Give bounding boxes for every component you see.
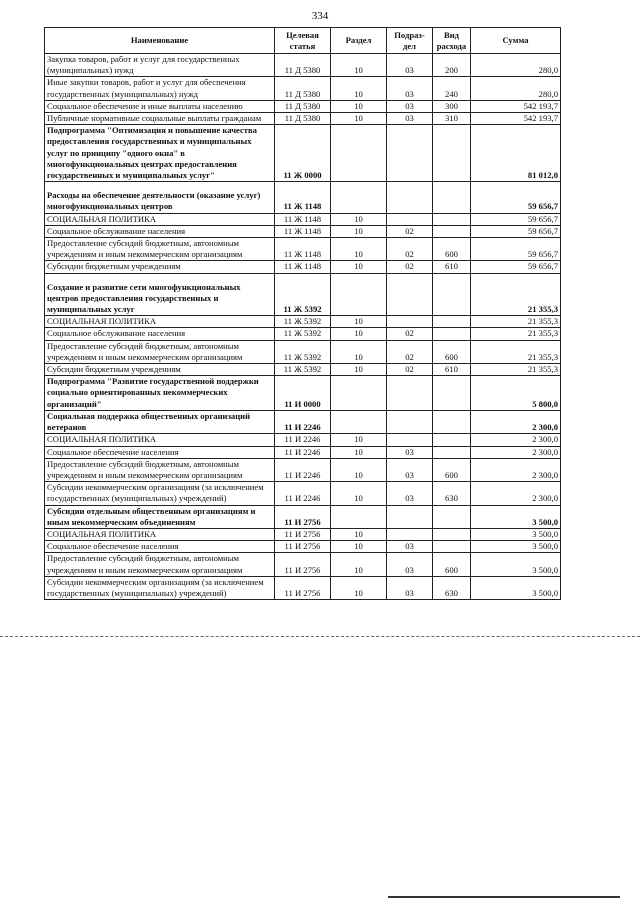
cell-name: Иные закупки товаров, работ и услуг для обеспечения государственных (муниципальных) нужд	[45, 77, 275, 100]
cell-name: Создание и развитие сети многофункциональных центров предоставления государственных и муниципальных услуг	[45, 273, 275, 316]
cell-sum: 21 355,3	[471, 316, 561, 328]
table-row	[45, 446, 561, 458]
cell-subsection: 03	[387, 446, 433, 458]
table-row	[45, 113, 561, 125]
cell-subsection: 03	[387, 77, 433, 100]
cell-subsection	[387, 182, 433, 213]
cell-section: 10	[331, 261, 387, 273]
cell-name: СОЦИАЛЬНАЯ ПОЛИТИКА	[45, 434, 275, 446]
cell-subsection: 03	[387, 100, 433, 112]
cell-subsection: 03	[387, 553, 433, 576]
cell-code: 11 Ж 1148	[275, 213, 331, 225]
cell-type	[433, 446, 471, 458]
header-section: Раздел	[331, 28, 387, 54]
cell-type: 300	[433, 100, 471, 112]
cell-type	[433, 328, 471, 340]
table-row	[45, 225, 561, 237]
cell-sum: 21 355,3	[471, 273, 561, 316]
table-row	[45, 238, 561, 261]
cell-code: 11 И 2756	[275, 576, 331, 599]
table-row	[45, 125, 561, 182]
cell-name: Социальное обеспечение населения	[45, 541, 275, 553]
cell-section	[331, 376, 387, 411]
cell-sum: 2 300,0	[471, 458, 561, 481]
cell-sum: 59 656,7	[471, 238, 561, 261]
cell-subsection: 02	[387, 340, 433, 363]
cell-code: 11 И 2246	[275, 434, 331, 446]
cell-sum: 5 800,0	[471, 376, 561, 411]
cell-sum: 280,0	[471, 54, 561, 77]
cell-subsection: 03	[387, 113, 433, 125]
header-type: Вид расхода	[433, 28, 471, 54]
cell-sum: 59 656,7	[471, 261, 561, 273]
cell-section: 10	[331, 576, 387, 599]
cell-sum: 59 656,7	[471, 213, 561, 225]
cell-code: 11 Ж 0000	[275, 125, 331, 182]
cell-name: Социальная поддержка общественных организаций ветеранов	[45, 410, 275, 433]
cell-sum: 542 193,7	[471, 100, 561, 112]
table-row	[45, 528, 561, 540]
cell-name: Субсидии бюджетным учреждениям	[45, 261, 275, 273]
cell-type	[433, 125, 471, 182]
cell-code: 11 Ж 5392	[275, 364, 331, 376]
table-row	[45, 182, 561, 213]
cell-type: 600	[433, 340, 471, 363]
table-header	[45, 28, 561, 54]
cell-section	[331, 182, 387, 213]
cell-section: 10	[331, 238, 387, 261]
cell-sum: 3 500,0	[471, 541, 561, 553]
table-row	[45, 505, 561, 528]
cell-code: 11 Ж 5392	[275, 328, 331, 340]
cell-sum: 2 300,0	[471, 410, 561, 433]
cell-subsection	[387, 125, 433, 182]
header-code: Целевая статья	[275, 28, 331, 54]
cell-code: 11 И 2756	[275, 505, 331, 528]
table-row	[45, 273, 561, 316]
cell-subsection: 03	[387, 54, 433, 77]
cell-section: 10	[331, 434, 387, 446]
cell-sum: 3 500,0	[471, 553, 561, 576]
table-row	[45, 213, 561, 225]
cell-section	[331, 125, 387, 182]
cell-name: Подпрограмма "Оптимизация и повышение качества предоставления государственных и муниципальных услуг по принципу "одного окна" в многофункциональных центрах предоставления государственных и муниципальных услуг"	[45, 125, 275, 182]
cell-section: 10	[331, 77, 387, 100]
header-subsection: Подраз-дел	[387, 28, 433, 54]
cell-subsection	[387, 528, 433, 540]
cell-section: 10	[331, 528, 387, 540]
cell-section: 10	[331, 364, 387, 376]
cell-name: Социальное обслуживание населения	[45, 328, 275, 340]
cell-type	[433, 505, 471, 528]
cell-code: 11 И 2756	[275, 541, 331, 553]
cell-code: 11 И 0000	[275, 376, 331, 411]
cell-type	[433, 434, 471, 446]
cell-section: 10	[331, 316, 387, 328]
page-number: 334	[311, 10, 329, 22]
cell-name: Предоставление субсидий бюджетным, автономным учреждениям и иным некоммерческим организациям	[45, 458, 275, 481]
table-row	[45, 364, 561, 376]
table-row	[45, 541, 561, 553]
cell-sum: 21 355,3	[471, 328, 561, 340]
scan-artifact-bar	[388, 896, 620, 898]
cell-subsection: 02	[387, 364, 433, 376]
cell-subsection: 03	[387, 541, 433, 553]
cell-sum: 21 355,3	[471, 364, 561, 376]
cell-name: Субсидии отдельным общественным организациям и иным некоммерческим объединениям	[45, 505, 275, 528]
cell-section: 10	[331, 340, 387, 363]
table-row	[45, 410, 561, 433]
cell-subsection	[387, 410, 433, 433]
table-row	[45, 376, 561, 411]
cell-name: Социальное обеспечение населения	[45, 446, 275, 458]
cell-type	[433, 225, 471, 237]
cell-name: Расходы на обеспечение деятельности (оказание услуг) многофункциональных центров	[45, 182, 275, 213]
cell-type: 630	[433, 576, 471, 599]
cell-section: 10	[331, 100, 387, 112]
cell-type: 610	[433, 364, 471, 376]
cell-type: 600	[433, 458, 471, 481]
cell-subsection: 02	[387, 225, 433, 237]
cell-name: Предоставление субсидий бюджетным, автономным учреждениям и иным некоммерческим организациям	[45, 553, 275, 576]
cell-section: 10	[331, 54, 387, 77]
table-row	[45, 576, 561, 599]
cell-sum: 21 355,3	[471, 340, 561, 363]
cell-code: 11 И 2756	[275, 528, 331, 540]
cell-type: 600	[433, 238, 471, 261]
cell-code: 11 Ж 1148	[275, 238, 331, 261]
cell-code: 11 Ж 5392	[275, 340, 331, 363]
cell-subsection: 02	[387, 261, 433, 273]
cell-sum: 59 656,7	[471, 225, 561, 237]
cell-subsection: 03	[387, 482, 433, 505]
cell-sum: 3 500,0	[471, 576, 561, 599]
cell-subsection	[387, 505, 433, 528]
cell-type	[433, 376, 471, 411]
cell-name: СОЦИАЛЬНАЯ ПОЛИТИКА	[45, 528, 275, 540]
cell-section: 10	[331, 213, 387, 225]
cell-name: Подпрограмма "Развитие государственной поддержки социально ориентированных некоммерческих организаций"	[45, 376, 275, 411]
cell-sum: 2 300,0	[471, 446, 561, 458]
table-row	[45, 316, 561, 328]
cell-type: 200	[433, 54, 471, 77]
cell-sum: 3 500,0	[471, 528, 561, 540]
cell-subsection	[387, 316, 433, 328]
cell-code: 11 И 2246	[275, 482, 331, 505]
table-row	[45, 77, 561, 100]
cell-subsection	[387, 434, 433, 446]
table-body	[45, 54, 561, 600]
cell-code: 11 И 2246	[275, 410, 331, 433]
cell-name: СОЦИАЛЬНАЯ ПОЛИТИКА	[45, 316, 275, 328]
cell-code: 11 Ж 1148	[275, 225, 331, 237]
cell-type: 610	[433, 261, 471, 273]
cell-subsection: 03	[387, 576, 433, 599]
cell-name: Субсидии бюджетным учреждениям	[45, 364, 275, 376]
cell-code: 11 Д 5380	[275, 77, 331, 100]
cell-section: 10	[331, 225, 387, 237]
cell-section	[331, 273, 387, 316]
cell-name: Предоставление субсидий бюджетным, автономным учреждениям и иным некоммерческим организациям	[45, 340, 275, 363]
cell-subsection: 03	[387, 458, 433, 481]
cell-code: 11 И 2246	[275, 446, 331, 458]
cell-sum: 59 656,7	[471, 182, 561, 213]
cell-section: 10	[331, 446, 387, 458]
cell-sum: 2 300,0	[471, 482, 561, 505]
cell-name: Социальное обслуживание населения	[45, 225, 275, 237]
cell-type	[433, 541, 471, 553]
table-row	[45, 434, 561, 446]
cell-code: 11 Ж 5392	[275, 316, 331, 328]
cell-name: Субсидии некоммерческим организациям (за исключением государственных (муниципальных) учреждений)	[45, 482, 275, 505]
cell-section: 10	[331, 541, 387, 553]
cell-subsection: 02	[387, 238, 433, 261]
cell-name: Социальное обеспечение и иные выплаты населению	[45, 100, 275, 112]
cell-section	[331, 410, 387, 433]
cell-name: Предоставление субсидий бюджетным, автономным учреждениям и иным некоммерческим организациям	[45, 238, 275, 261]
cell-type	[433, 316, 471, 328]
cell-type	[433, 213, 471, 225]
cell-type: 240	[433, 77, 471, 100]
cell-code: 11 И 2246	[275, 458, 331, 481]
cell-code: 11 И 2756	[275, 553, 331, 576]
cell-code: 11 Ж 5392	[275, 273, 331, 316]
cell-name: Закупка товаров, работ и услуг для государственных (муниципальных) нужд	[45, 54, 275, 77]
budget-table	[44, 27, 561, 600]
table-row	[45, 328, 561, 340]
header-name: Наименование	[45, 28, 275, 54]
cell-sum: 81 012,0	[471, 125, 561, 182]
cell-name: Публичные нормативные социальные выплаты гражданам	[45, 113, 275, 125]
table-row	[45, 482, 561, 505]
cell-code: 11 Д 5380	[275, 54, 331, 77]
cell-section: 10	[331, 113, 387, 125]
cell-section: 10	[331, 482, 387, 505]
cell-type	[433, 410, 471, 433]
cell-type: 630	[433, 482, 471, 505]
cell-code: 11 Ж 1148	[275, 182, 331, 213]
cell-sum: 280,0	[471, 77, 561, 100]
cell-code: 11 Д 5380	[275, 100, 331, 112]
table-row	[45, 54, 561, 77]
cell-section	[331, 505, 387, 528]
cell-name: Субсидии некоммерческим организациям (за исключением государственных (муниципальных) учреждений)	[45, 576, 275, 599]
table-row	[45, 100, 561, 112]
cell-sum: 3 500,0	[471, 505, 561, 528]
table-row	[45, 458, 561, 481]
cell-subsection	[387, 273, 433, 316]
cell-sum: 542 193,7	[471, 113, 561, 125]
table-row	[45, 553, 561, 576]
cell-subsection	[387, 213, 433, 225]
cell-type	[433, 528, 471, 540]
cell-sum: 2 300,0	[471, 434, 561, 446]
cell-section: 10	[331, 328, 387, 340]
table-row	[45, 340, 561, 363]
cell-code: 11 Д 5380	[275, 113, 331, 125]
cell-type	[433, 273, 471, 316]
cell-section: 10	[331, 458, 387, 481]
cell-type: 310	[433, 113, 471, 125]
cell-code: 11 Ж 1148	[275, 261, 331, 273]
header-sum: Сумма	[471, 28, 561, 54]
scan-artifact-line	[0, 636, 640, 637]
cell-type	[433, 182, 471, 213]
table-row	[45, 261, 561, 273]
cell-name: СОЦИАЛЬНАЯ ПОЛИТИКА	[45, 213, 275, 225]
cell-subsection: 02	[387, 328, 433, 340]
cell-subsection	[387, 376, 433, 411]
cell-section: 10	[331, 553, 387, 576]
cell-type: 600	[433, 553, 471, 576]
